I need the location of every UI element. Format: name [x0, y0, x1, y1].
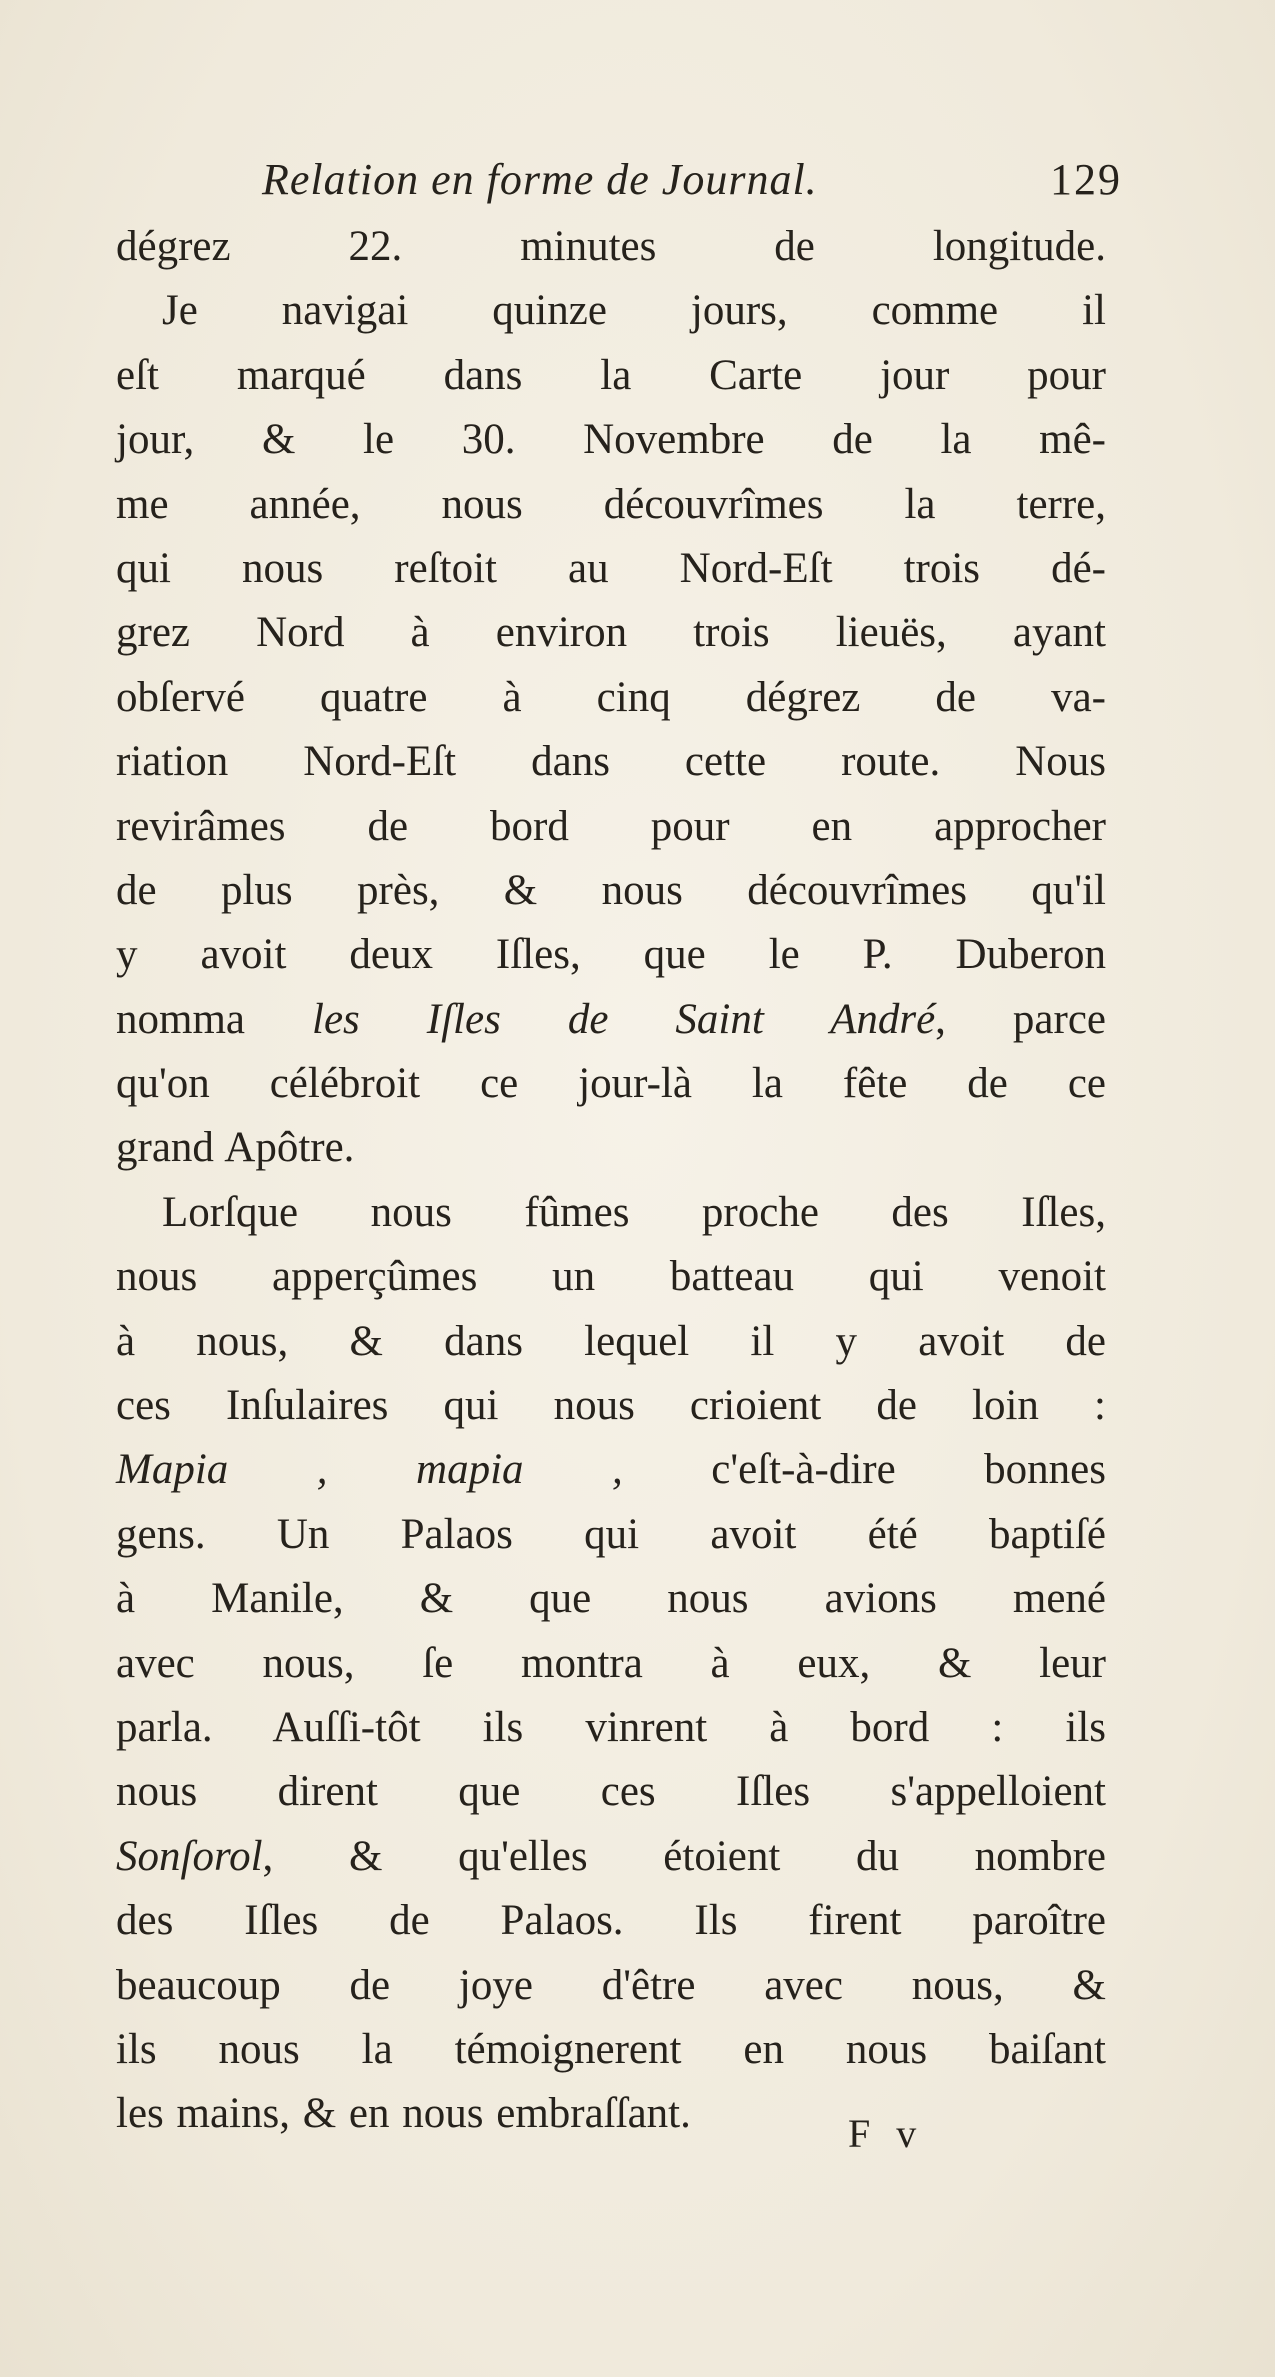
text-line: ils nous la témoignerent en nous baiſant [116, 2025, 1106, 2073]
text-line: y avoit deux Iſles, que le P. Duberon [116, 931, 1106, 979]
text-line: qui nous reſtoit au Nord-Eſt trois dé- [116, 544, 1106, 592]
running-title: Relation en forme de Journal. [262, 155, 818, 204]
line-italic: Mapia , mapia , [116, 1446, 623, 1494]
text-line: les mains, & en nous embraſſant. [116, 2090, 691, 2138]
line-roman: , & qu'elles étoient du nombre [262, 1832, 1106, 1880]
line-italic: Sonſorol [116, 1832, 263, 1880]
text-line: avec nous, ſe montra à eux, & leur [116, 1639, 1106, 1687]
line-roman: , parce [935, 995, 1106, 1043]
text-line-mixed [116, 1438, 1106, 1502]
text-line: jour, & le 30. Novembre de la mê- [116, 416, 1106, 464]
body-text [116, 215, 1106, 2147]
text-line: revirâmes de bord pour en approcher [116, 802, 1106, 850]
text-line: de plus près, & nous découvrîmes qu'il [116, 866, 1106, 914]
text-line-mixed [116, 1825, 1106, 1889]
text-line: parla. Auſſi-tôt ils vinrent à bord : ils [116, 1703, 1106, 1751]
text-line: Lorſque nous fûmes proche des Iſles, [162, 1188, 1106, 1236]
line-roman: c'eſt-à-dire bonnes [622, 1446, 1106, 1494]
line-italic: les Iſles de Saint André [312, 995, 936, 1043]
text-line: riation Nord-Eſt dans cette route. Nous [116, 738, 1106, 786]
text-line: grez Nord à environ trois lieuës, ayant [116, 609, 1106, 657]
text-line-mixed [116, 988, 1106, 1052]
running-head [262, 150, 1122, 210]
text-line: me année, nous découvrîmes la terre, [116, 480, 1106, 528]
text-line: à nous, & dans lequel il y avoit de [116, 1317, 1106, 1365]
text-line: dégrez 22. minutes de longitude. [116, 223, 1106, 270]
text-line: beaucoup de joye d'être avec nous, & [116, 1961, 1106, 2009]
text-line: Je navigai quinze jours, comme il [162, 287, 1106, 335]
text-line: ces Inſulaires qui nous crioient de loin : [116, 1382, 1106, 1430]
catchword: F v [848, 2111, 925, 2156]
text-line: des Iſles de Palaos. Ils firent paroître [116, 1897, 1106, 1945]
text-line: obſervé quatre à cinq dégrez de va- [116, 673, 1106, 721]
text-line: gens. Un Palaos qui avoit été baptiſé [116, 1510, 1106, 1558]
text-line: nous apperçûmes un batteau qui venoit [116, 1253, 1106, 1301]
text-line: eſt marqué dans la Carte jour pour [116, 351, 1106, 399]
text-line: qu'on célébroit ce jour-là la fête de ce [116, 1060, 1106, 1108]
text-line: à Manile, & que nous avions mené [116, 1575, 1106, 1623]
text-line: nous dirent que ces Iſles s'appelloient [116, 1768, 1106, 1816]
page-number: 129 [1050, 155, 1122, 204]
text-line: grand Apôtre. [116, 1124, 355, 1172]
line-roman: nomma [116, 995, 312, 1043]
